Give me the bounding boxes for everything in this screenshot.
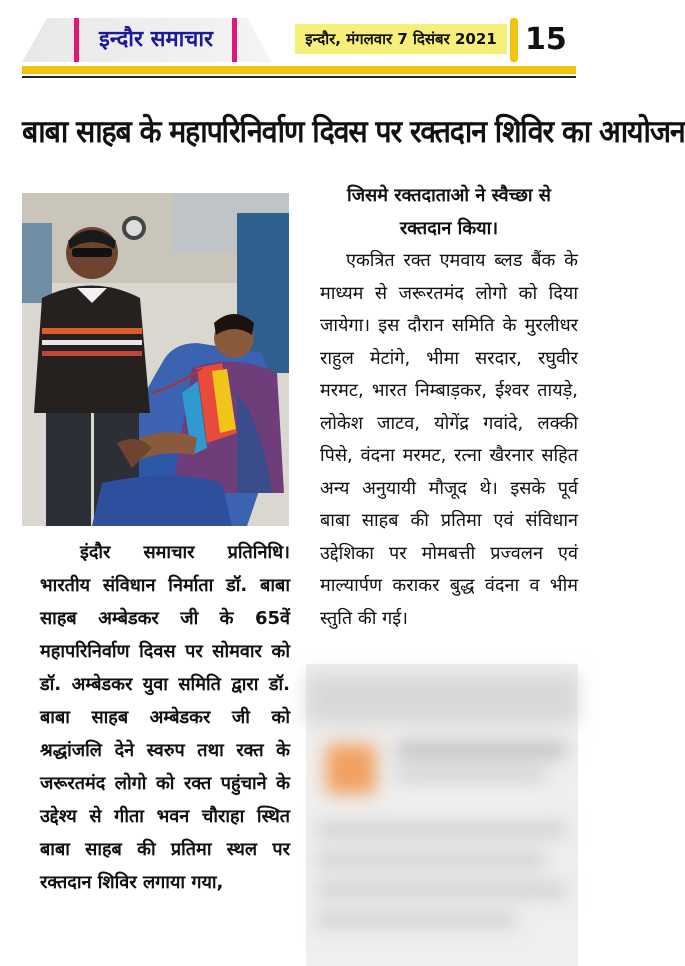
photo-illustration bbox=[22, 193, 289, 526]
blurred-advertisement bbox=[306, 664, 578, 966]
header-rule-yellow bbox=[22, 66, 576, 74]
right-column-lead: जिसमे रक्तदाताओ ने स्वैच्छा से रक्तदान किया। bbox=[347, 185, 551, 239]
right-column-paragraph: एकत्रित रक्त एमवाय ब्लड बैंक के माध्यम से जरूरतमंद लोगो को दिया जायेगा। इस दौरान समिति के मुरलीधर राहुल मेटांगे, भीमा सरदार, रघुवीर मरमट, भारत निम्बाड़कर, ईश्वर तायड़े, लोकेश जाटव, योगेंद्र गवांदे, लक्की पिसे, वंदना मरमट, रत्ना खैरनार सहित अन्य अनुयायी मौजूद थे। इसके पूर्व बाबा साहब की प्रतिमा एवं संविधान उद्देशिका पर मोमबत्ती प्रज्वलन एवं माल्यार्पण कराकर बुद्ध वंदना व भीम स्तुति की गई। bbox=[320, 250, 578, 629]
masthead-title: इन्दौर समाचार bbox=[98, 27, 214, 52]
article-column-left bbox=[40, 536, 290, 899]
page-number: 15 bbox=[525, 22, 567, 57]
article-column-right bbox=[320, 180, 578, 635]
article-photo bbox=[22, 193, 289, 526]
blurred-content bbox=[306, 664, 578, 966]
masthead-accent-right bbox=[232, 18, 237, 62]
header-rule-black bbox=[22, 76, 576, 78]
left-column-paragraph: इंदौर समाचार प्रतिनिधि। भारतीय संविधान निर्माता डॉ. बाबा साहब अम्बेडकर जी के 65वें महापरिनिर्वाण दिवस पर सोमवार को डॉ. अम्बेडकर युवा समिति द्वारा डॉ. बाबा साहब अम्बेडकर जी को श्रद्धांजलि देने स्वरुप तथा रक्त के जरूरतमंद लोगो को रक्त पहुंचाने के उद्देश्य से गीता भवन चौराहा स्थित बाबा साहब की प्रतिमा स्थल पर रक्तदान शिविर लगाया गया, bbox=[40, 542, 290, 893]
masthead-accent-left bbox=[74, 18, 79, 62]
dateline: इन्दौर, मंगलवार 7 दिसंबर 2021 bbox=[295, 24, 507, 54]
dateline-accent-bar bbox=[510, 18, 518, 62]
article-headline: बाबा साहब के महापरिनिर्वाण दिवस पर रक्तदान शिविर का आयोजन bbox=[22, 114, 685, 150]
